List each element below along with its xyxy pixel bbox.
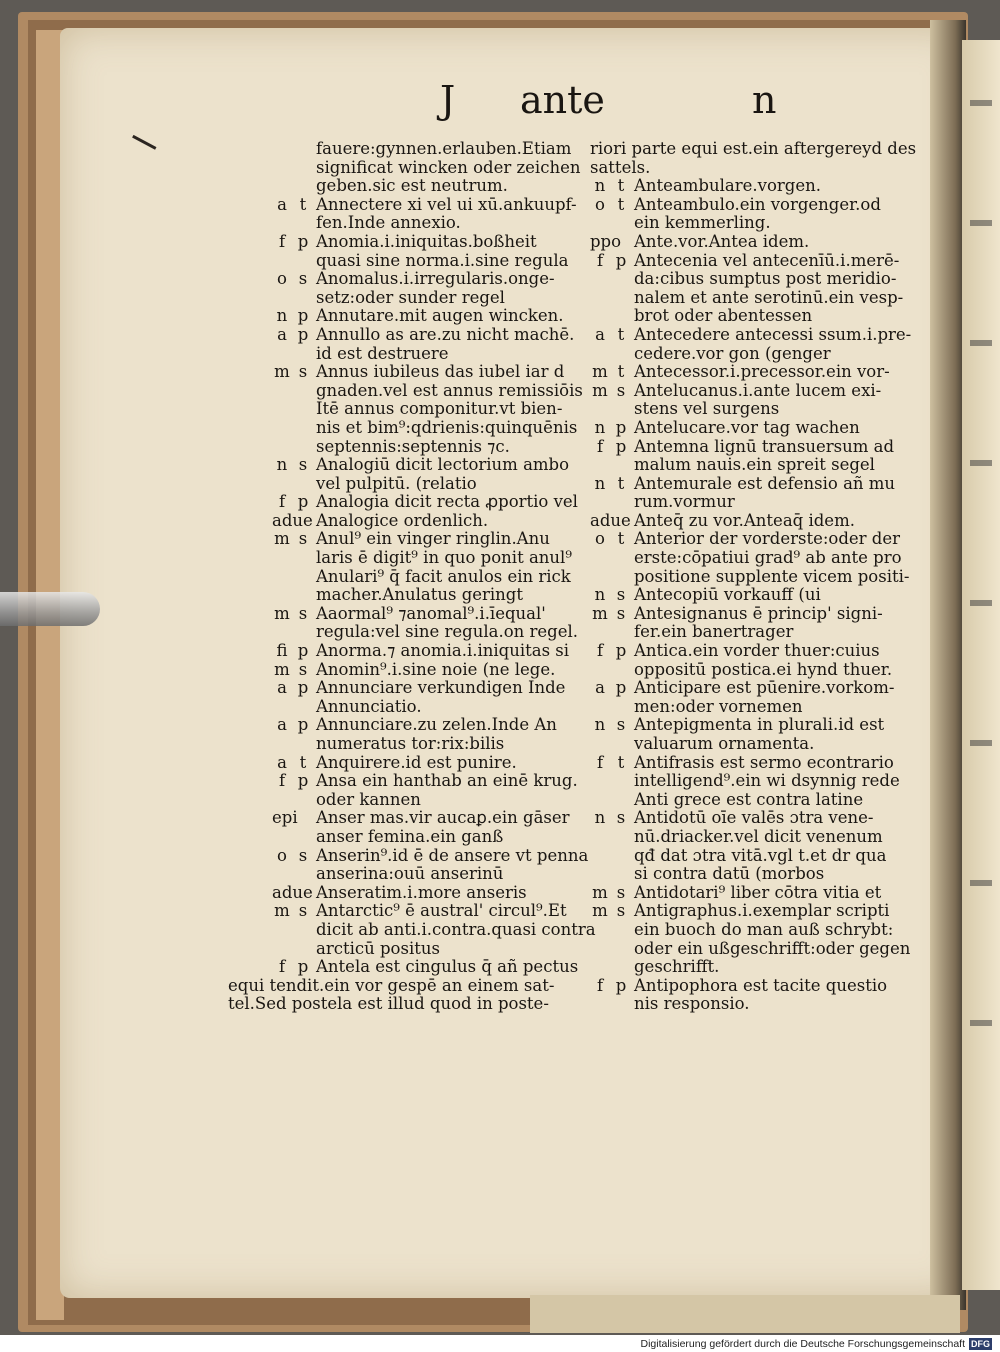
entry-line <box>590 345 910 364</box>
grammar-marker: adue <box>590 510 631 530</box>
declension-marker: p <box>297 231 309 251</box>
entry-line <box>272 586 582 605</box>
entry-text: rum.vormur <box>634 492 735 512</box>
entry-text: riori parte equi est.ein aftergereyd des <box>590 139 917 158</box>
gender-marker: m <box>274 901 290 921</box>
page-header <box>0 78 1000 128</box>
entry-text: Anteq̄ zu vor.Anteaq̄ idem. <box>634 510 855 530</box>
entry-line <box>590 791 910 810</box>
entry-line <box>590 977 910 996</box>
entry-line <box>272 419 582 438</box>
entry-line <box>272 196 582 215</box>
entry-line <box>590 940 910 959</box>
declension-marker: p <box>297 492 309 512</box>
gender-marker: n <box>276 306 288 326</box>
declension-marker: p <box>297 324 309 344</box>
entry-text: quasi sine norma.i.sine regula <box>316 250 569 270</box>
gender-marker: m <box>274 529 290 549</box>
entry-line <box>272 828 582 847</box>
entry-line <box>272 177 582 196</box>
entry-text: Anquirere.id est punire. <box>316 752 517 772</box>
entry-text: Anser mas.vir aucaꝑ.ein gāser <box>316 808 570 828</box>
entry-line <box>272 326 582 345</box>
entry-text: brot oder abentessen <box>634 306 813 326</box>
entry-text: Analogiū dicit lectorium ambo <box>316 455 570 475</box>
entry-line <box>272 307 582 326</box>
entry-line <box>590 512 910 531</box>
entry-line <box>272 754 582 773</box>
entry-text: Anomia.i.iniquitas.boßheit <box>316 231 537 251</box>
entry-line <box>272 919 596 940</box>
entry-text: stens vel surgens <box>634 399 780 419</box>
entry-text: regula:vel sine regula.on regel. <box>316 622 579 642</box>
entry-line <box>590 233 910 252</box>
entry-text: Anomalus.i.irregularis.onge- <box>316 269 555 289</box>
declension-marker: p <box>615 436 627 456</box>
entry-line <box>272 512 582 531</box>
gender-marker: o <box>595 529 605 549</box>
entry-text: Antarctic⁹ ē austral' circul⁹.Et <box>316 901 567 921</box>
entry-text: positione supplente vicem positi- <box>634 566 910 586</box>
gender-marker: n <box>594 715 606 735</box>
entry-line <box>590 828 910 847</box>
entry-text: men:oder vornemen <box>634 696 803 716</box>
entry-line <box>590 902 910 921</box>
gender-marker: o <box>595 194 605 214</box>
entry-line <box>272 214 582 233</box>
declension-marker: p <box>297 957 309 977</box>
entry-text: anserina:ouū anserinū <box>316 864 504 884</box>
entry-line <box>590 270 910 289</box>
entry-text: Annunciare verkundigen Inde <box>316 678 566 698</box>
entry-line <box>590 530 910 549</box>
entry-text: macher.Anulatus geringt <box>316 585 523 605</box>
entry-line <box>590 772 910 791</box>
entry-line <box>590 456 910 475</box>
entry-text: Antidotari⁹ liber cōtra vitia et <box>634 882 882 902</box>
entry-line <box>272 716 582 735</box>
entry-line <box>272 902 582 921</box>
declension-marker: s <box>298 603 308 623</box>
entry-text: Annunciatio. <box>316 696 422 716</box>
entry-text: Anul⁹ ein vinger ringlin.Anu <box>316 529 550 549</box>
gender-marker: f <box>596 641 604 661</box>
declension-marker: t <box>617 473 625 493</box>
declension-marker: p <box>297 306 309 326</box>
entry-text: Annunciare.zu zelen.Inde An <box>316 715 557 735</box>
entry-line <box>590 139 917 159</box>
entry-text: Annectere xi vel ui xū.ankuupf- <box>316 194 577 214</box>
declension-marker: p <box>615 975 627 995</box>
gender-marker: m <box>274 603 290 623</box>
gender-marker: f <box>596 436 604 456</box>
entry-line <box>590 307 910 326</box>
declension-marker: t <box>299 752 307 772</box>
gender-marker: n <box>594 473 606 493</box>
entry-line <box>590 363 910 382</box>
gender-marker: f <box>278 231 286 251</box>
declension-marker: t <box>617 529 625 549</box>
glass-pin <box>0 592 100 626</box>
page-gutter <box>930 20 966 1310</box>
entry-text: intelligend⁹.ein wi dsynnig rede <box>634 771 900 791</box>
header-title: ante <box>520 78 605 122</box>
entry-text: Anseratim.i.more anseris <box>316 882 527 902</box>
entry-text: Antecedere antecessi ssum.i.pre- <box>634 324 912 344</box>
entry-line <box>272 363 582 382</box>
entry-line <box>272 493 582 512</box>
declension-marker: p <box>615 641 627 661</box>
declension-marker: t <box>617 362 625 382</box>
entry-text: fer.ein banertrager <box>634 622 794 642</box>
entry-line <box>272 642 582 661</box>
gender-marker: n <box>594 808 606 828</box>
entry-text: si contra datū (morbos <box>634 864 825 884</box>
entry-line <box>272 958 582 977</box>
entry-line <box>272 605 582 624</box>
entry-line <box>272 772 582 791</box>
entry-line <box>272 549 582 568</box>
gender-marker: n <box>594 585 606 605</box>
declension-marker: t <box>299 194 307 214</box>
gender-marker: m <box>592 362 608 382</box>
entry-text: Ante.vor.Antea idem. <box>634 231 810 251</box>
entry-line <box>272 475 582 494</box>
entry-text: geschrifft. <box>634 957 720 977</box>
entry-text: septennis:septennis ⁊c. <box>316 436 510 456</box>
entry-text: Antica.ein vorder thuer:cuius <box>634 641 880 661</box>
entry-text: ein buoch do man auß schrybt: <box>634 919 894 939</box>
facing-page-edge <box>962 40 1000 1290</box>
entry-text: numeratus tor:rix:bilis <box>316 734 505 753</box>
gender-marker: o <box>277 845 287 865</box>
entry-text: Analogice ordenlich. <box>316 510 489 530</box>
entry-line <box>590 921 910 940</box>
entry-line <box>228 994 582 1014</box>
entry-text: tel.Sed postela est illud quod in poste- <box>228 994 549 1014</box>
entry-line <box>590 698 910 717</box>
entry-line <box>590 754 910 773</box>
entry-text: Antelucare.vor tag wachen <box>634 417 860 437</box>
entry-line <box>272 661 582 680</box>
grammar-marker: adue <box>272 882 313 902</box>
gender-marker: m <box>592 603 608 623</box>
entry-text: Antifrasis est sermo econtrario <box>634 752 894 772</box>
entry-line <box>272 698 582 717</box>
entry-text: Anti grece est contra latine <box>634 789 864 809</box>
entry-line <box>590 382 910 401</box>
entry-text: Antesignanus ē princip' signi- <box>634 603 883 623</box>
gender-marker: m <box>592 882 608 902</box>
entry-line <box>590 884 910 903</box>
entry-text: laris ē digit⁹ in quo ponit anul⁹ <box>316 548 572 568</box>
dfg-logo: DFG <box>971 1339 990 1349</box>
entry-text: setz:oder sunder regel <box>316 287 505 307</box>
entry-text: nalem et ante serotinū.ein vesp- <box>634 287 904 307</box>
declension-marker: s <box>616 901 626 921</box>
entry-text: Antidotū oīe valēs ɔtra vene- <box>634 808 874 828</box>
entry-line <box>272 289 582 308</box>
entry-line <box>272 679 582 698</box>
grammar-marker: adue <box>272 510 313 530</box>
entry-line <box>272 865 582 884</box>
entry-line <box>272 530 582 549</box>
gender-marker: a <box>277 715 287 735</box>
entry-line <box>590 289 910 308</box>
entry-line <box>272 623 582 642</box>
entry-line <box>590 865 910 884</box>
declension-marker: t <box>617 752 625 772</box>
entry-line <box>590 177 910 196</box>
declension-marker: p <box>615 678 627 698</box>
declension-marker: s <box>298 455 308 475</box>
declension-marker: s <box>298 529 308 549</box>
entry-text: Anterior der vorderste:oder der <box>634 529 901 549</box>
entry-text: significat wincken oder zeichen <box>316 157 581 177</box>
entry-text: Aaormal⁹ ⁊anomal⁹.i.īequal' <box>316 603 546 623</box>
entry-text: nis et bim⁹:qdrienis:quinquēnis <box>316 417 578 437</box>
entry-text: Antecenia vel antecenīū.i.merē- <box>634 250 900 270</box>
entry-line <box>590 642 910 661</box>
gender-marker: n <box>276 455 288 475</box>
declension-marker: s <box>616 585 626 605</box>
grammar-marker: ppo <box>590 231 622 251</box>
entry-line <box>272 456 582 475</box>
entry-line <box>590 214 910 233</box>
grammar-marker: epi <box>272 808 298 828</box>
page-bottom-strip <box>530 1295 960 1333</box>
entry-line <box>590 661 910 680</box>
entry-line <box>590 623 910 642</box>
gender-marker: f <box>596 752 604 772</box>
gender-marker: a <box>277 678 287 698</box>
declension-marker: p <box>615 250 627 270</box>
gender-marker: o <box>277 269 287 289</box>
entry-line <box>272 884 582 903</box>
header-letter-right: n <box>752 78 777 122</box>
gender-marker: m <box>274 659 290 679</box>
entry-line <box>590 493 910 512</box>
gender-marker: n <box>594 176 606 196</box>
entry-text: oder ein ußgeschrifft:oder gegen <box>634 938 911 958</box>
declension-marker: p <box>297 771 309 791</box>
gender-marker: f <box>278 492 286 512</box>
entry-line <box>272 809 582 828</box>
entry-text: fen.Inde annexio. <box>316 213 461 233</box>
entry-text: Antemurale est defensio añ mu <box>634 473 896 493</box>
entry-text: arcticū positus <box>316 938 440 958</box>
declension-marker: s <box>298 269 308 289</box>
entry-text: Ansa ein hanthab an einē krug. <box>316 771 578 791</box>
entry-line <box>272 382 582 401</box>
entry-line <box>590 716 910 735</box>
declension-marker: p <box>297 641 309 661</box>
entry-line <box>272 159 582 178</box>
entry-text: Annus iubileus das iubel iar d <box>316 362 565 382</box>
entry-text: valuarum ornamenta. <box>634 734 815 753</box>
entry-line <box>272 252 582 271</box>
entry-line <box>590 735 910 754</box>
header-letter-left: J <box>440 78 456 122</box>
entry-line <box>590 159 910 178</box>
entry-text: geben.sic est neutrum. <box>316 176 508 196</box>
declension-marker: s <box>616 715 626 735</box>
footer-text: Digitalisierung gefördert durch die Deutsche Forschungsgemeinschaft <box>640 1338 965 1350</box>
entry-text: dicit ab anti.i.contra.quasi contra <box>316 919 596 939</box>
declension-marker: s <box>616 603 626 623</box>
entry-line <box>272 140 582 159</box>
declension-marker: t <box>617 324 625 344</box>
entry-text: Anorma.⁊ anomia.i.iniquitas si <box>316 641 570 661</box>
declension-marker: s <box>616 882 626 902</box>
entry-text: vel pulpitū. (relatio <box>316 473 477 493</box>
entry-text: cedere.vor gon (genger <box>634 343 831 363</box>
gender-marker: f <box>596 250 604 270</box>
entry-text: sattels. <box>590 157 651 177</box>
declension-marker: s <box>616 380 626 400</box>
entry-line <box>272 345 582 364</box>
entry-text: Antecessor.i.precessor.ein vor- <box>634 362 890 382</box>
entry-line <box>590 568 910 587</box>
entry-text: Antipophora est tacite questio <box>634 975 888 995</box>
entry-line <box>272 791 582 810</box>
entry-line <box>228 975 582 996</box>
declension-marker: s <box>298 845 308 865</box>
gender-marker: f <box>278 771 286 791</box>
entry-line <box>272 270 582 289</box>
entry-line <box>590 419 910 438</box>
entry-text: equi tendit.ein vor gespē an einem sat- <box>228 975 555 995</box>
entry-text: nū.driacker.vel dicit venenum <box>634 826 883 846</box>
entry-text: Antelucanus.i.ante lucem exi- <box>634 380 882 400</box>
entry-text: Anomin⁹.i.sine noie (ne lege. <box>316 659 556 679</box>
entry-line <box>590 252 910 271</box>
entry-text: Antecopiū vorkauff (ui <box>634 585 821 605</box>
declension-marker: s <box>616 808 626 828</box>
entry-text: ein kemmerling. <box>634 213 771 233</box>
entry-text: qđ dat ɔtra vitā.vgl t.et dr qua <box>634 845 887 865</box>
gender-marker: m <box>592 380 608 400</box>
left-column <box>228 139 596 1014</box>
declension-marker: p <box>297 715 309 735</box>
declension-marker: s <box>298 659 308 679</box>
right-column <box>590 139 917 1014</box>
entry-text: anser femina.ein ganß <box>316 826 504 846</box>
entry-line <box>272 438 582 457</box>
gender-marker: f <box>596 975 604 995</box>
entry-text: Anserin⁹.id ē de ansere vt penna <box>316 845 589 865</box>
entry-line <box>590 847 910 866</box>
gender-marker: a <box>277 194 287 214</box>
entry-line <box>272 940 582 959</box>
entry-text: Anteambulo.ein vorgenger.od <box>634 194 881 214</box>
entry-line <box>590 196 910 215</box>
entry-text: Antemna lignū transuersum ad <box>634 436 895 456</box>
declension-marker: t <box>617 194 625 214</box>
page-footer <box>600 1338 992 1352</box>
declension-marker: t <box>617 176 625 196</box>
entry-text: malum nauis.ein spreit segel <box>634 455 875 475</box>
entry-text: Antepigmenta in plurali.id est <box>634 715 885 735</box>
gender-marker: a <box>595 678 605 698</box>
entry-line <box>272 845 589 866</box>
entry-text: Itē annus componitur.vt bien- <box>316 399 563 419</box>
entry-text: oppositū postica.ei hynd thuer. <box>634 659 893 679</box>
entry-line <box>272 568 582 587</box>
gender-marker: m <box>592 901 608 921</box>
declension-marker: s <box>298 362 308 382</box>
entry-line <box>590 958 910 977</box>
entry-line <box>590 438 910 457</box>
entry-text: da:cibus sumptus post meridio- <box>634 269 897 289</box>
entry-line <box>272 233 582 252</box>
entry-line <box>590 679 910 698</box>
entry-text: Anticipare est pūenire.vorkom- <box>634 678 895 698</box>
entry-text: gnaden.vel est annus remissiōis <box>316 380 583 400</box>
entry-text: Antigraphus.i.exemplar scripti <box>634 901 890 921</box>
entry-text: fauere:gynnen.erlauben.Etiam <box>316 139 572 158</box>
entry-line <box>590 995 910 1014</box>
gender-marker: a <box>277 324 287 344</box>
declension-marker: p <box>615 417 627 437</box>
entry-text: id est destruere <box>316 343 449 363</box>
declension-marker: s <box>298 901 308 921</box>
entry-text: erste:cōpatiui grad⁹ ab ante pro <box>634 548 902 568</box>
entry-line <box>590 586 910 605</box>
gender-marker: m <box>274 362 290 382</box>
gender-marker: f <box>278 957 286 977</box>
gender-marker: n <box>594 417 606 437</box>
gender-marker: a <box>277 752 287 772</box>
entry-text: Anteambulare.vorgen. <box>634 176 821 196</box>
entry-text: Annutare.mit augen wincken. <box>316 306 564 326</box>
entry-line <box>272 400 582 419</box>
entry-text: nis responsio. <box>634 994 750 1014</box>
gender-marker: fi <box>276 641 288 661</box>
entry-line <box>590 326 910 345</box>
entry-text: Annullo as are.zu nicht machē. <box>316 324 575 344</box>
entry-text: Analogia dicit recta ꝓportio vel <box>316 492 578 512</box>
entry-line <box>590 605 910 624</box>
entry-text: Anulari⁹ q̄ facit anulos ein rick <box>316 566 571 586</box>
entry-text: Antela est cingulus q̄ añ pectus <box>316 957 579 977</box>
entry-line <box>590 549 910 568</box>
entry-text: oder kannen <box>316 789 421 809</box>
entry-line <box>590 400 910 419</box>
entry-line <box>590 809 910 828</box>
entry-line <box>272 735 582 754</box>
declension-marker: p <box>297 678 309 698</box>
gender-marker: a <box>595 324 605 344</box>
entry-line <box>590 475 910 494</box>
